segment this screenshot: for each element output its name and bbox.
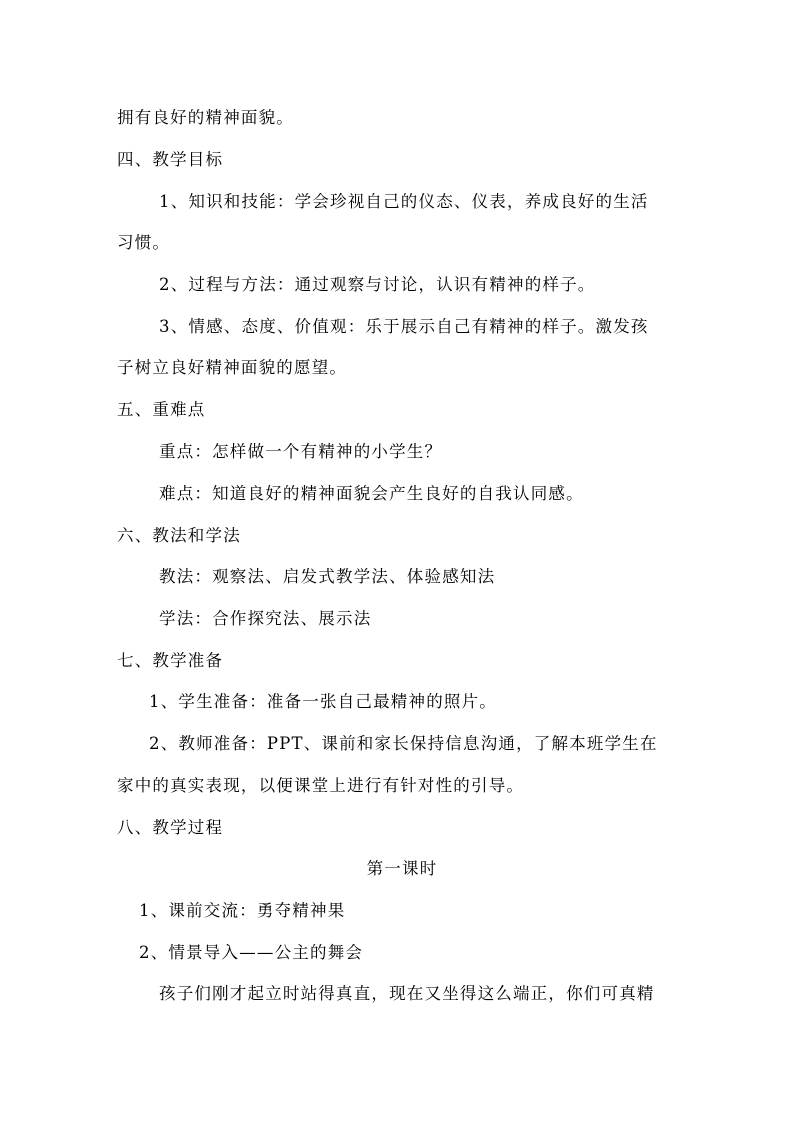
section-heading-key-points: 五、重难点 [117,400,206,419]
paragraph-line: 子树立良好精神面貌的愿望。 [117,358,348,377]
key-point-item: 重点：怎样做一个有精神的小学生？ [159,442,443,461]
teacher-preparation-item: 2、教师准备：PPT、课前和家长保持信息沟通，了解本班学生在 [149,734,658,753]
goal-item-process: 2、过程与方法：通过观察与讨论，认识有精神的样子。 [159,275,596,294]
process-step-2: 2、情景导入——公主的舞会 [139,943,364,962]
paragraph-line: 拥有良好的精神面貌。 [117,108,294,127]
section-heading-preparation: 七、教学准备 [117,651,224,670]
process-step-1: 1、课前交流：勇夺精神果 [139,901,346,920]
section-heading-teaching-goals: 四、教学目标 [117,150,224,169]
section-heading-methods: 六、教法和学法 [117,526,241,545]
student-preparation-item: 1、学生准备：准备一张自己最精神的照片。 [149,692,497,711]
difficult-point-item: 难点：知道良好的精神面貌会产生良好的自我认同感。 [159,484,584,503]
goal-item-emotion: 3、情感、态度、价值观：乐于展示自己有精神的样子。激发孩 [159,317,649,336]
learning-method-item: 学法：合作探究法、展示法 [159,609,372,628]
lesson-title: 第一课时 [366,859,438,878]
section-heading-process: 八、教学过程 [117,818,224,837]
teaching-method-item: 教法：观察法、启发式教学法、体验感知法 [159,567,496,586]
goal-item-knowledge: 1、知识和技能：学会珍视自己的仪态、仪表，养成良好的生活 [159,192,649,211]
paragraph-line: 习惯。 [117,233,171,252]
paragraph-line: 家中的真实表现，以便课堂上进行有针对性的引导。 [117,776,525,795]
paragraph-line: 孩子们刚才起立时站得真直，现在又坐得这么端正，你们可真精 [159,984,655,1003]
